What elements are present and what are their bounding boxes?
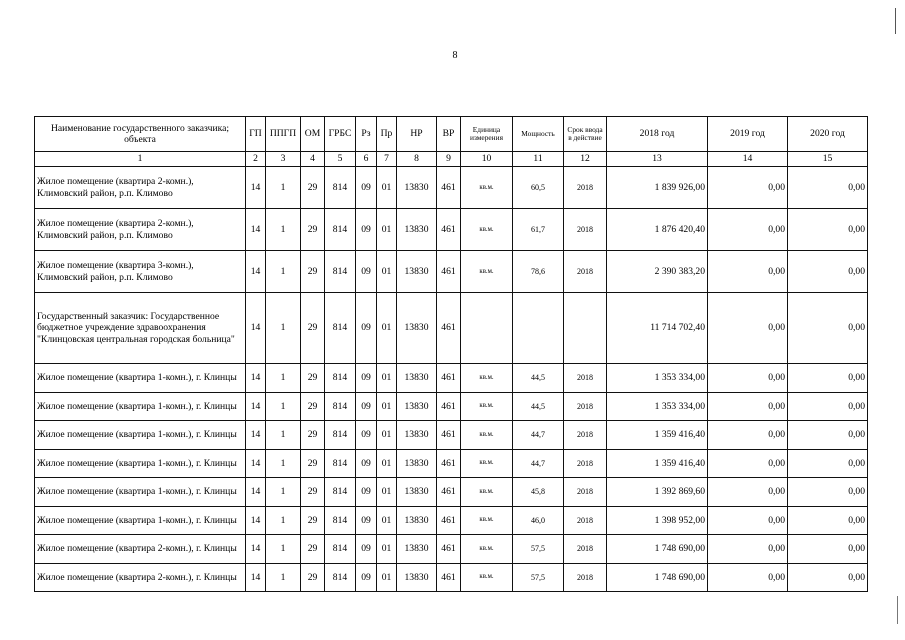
cell-vr: 461	[437, 293, 461, 364]
cell-2019: 0,00	[708, 478, 788, 507]
cell-power: 44,7	[513, 421, 564, 450]
cell-unit: кв.м.	[461, 392, 513, 421]
cell-gp: 14	[246, 563, 266, 592]
header-vr: ВР	[437, 117, 461, 152]
cell-np: 13830	[397, 364, 437, 393]
cell-om: 29	[301, 421, 325, 450]
header-om: ОМ	[301, 117, 325, 152]
cell-term: 2018	[564, 364, 607, 393]
cell-ppgp: 1	[266, 392, 301, 421]
column-number-row	[35, 152, 868, 167]
cell-power: 44,5	[513, 392, 564, 421]
object-name: Жилое помещение (квартира 2-комн.), Климовский район, р.п. Климово	[35, 209, 246, 251]
cell-2018: 1 353 334,00	[607, 392, 708, 421]
cell-ppgp: 1	[266, 535, 301, 564]
cell-2020: 0,00	[788, 392, 868, 421]
cell-term: 2018	[564, 449, 607, 478]
table-row	[35, 251, 868, 293]
cell-rz: 09	[356, 364, 377, 393]
object-name: Жилое помещение (квартира 2-комн.), г. Клинцы	[35, 535, 246, 564]
cell-grbs: 814	[325, 535, 356, 564]
table-row	[35, 421, 868, 450]
table-row	[35, 449, 868, 478]
cell-2020: 0,00	[788, 478, 868, 507]
cell-vr: 461	[437, 167, 461, 209]
cell-2019: 0,00	[708, 364, 788, 393]
object-name: Жилое помещение (квартира 1-комн.), г. Клинцы	[35, 506, 246, 535]
customer-total-2019: 0,00	[708, 293, 788, 364]
cell-2019: 0,00	[708, 392, 788, 421]
cell-pr: 01	[377, 421, 397, 450]
cell-rz: 09	[356, 209, 377, 251]
cell-grbs: 814	[325, 421, 356, 450]
cell-ppgp: 1	[266, 421, 301, 450]
cell-om: 29	[301, 364, 325, 393]
cell-power	[513, 293, 564, 364]
cell-2020: 0,00	[788, 421, 868, 450]
cell-power: 46,0	[513, 506, 564, 535]
cell-term: 2018	[564, 506, 607, 535]
cell-om: 29	[301, 478, 325, 507]
table-row	[35, 478, 868, 507]
cell-ppgp: 1	[266, 478, 301, 507]
column-number: 11	[513, 152, 564, 167]
cell-np: 13830	[397, 506, 437, 535]
table-row	[35, 209, 868, 251]
cell-rz: 09	[356, 506, 377, 535]
cell-rz: 09	[356, 535, 377, 564]
cell-unit: кв.м.	[461, 251, 513, 293]
column-number: 5	[325, 152, 356, 167]
cell-power: 61,7	[513, 209, 564, 251]
cell-2019: 0,00	[708, 167, 788, 209]
column-number: 4	[301, 152, 325, 167]
cell-gp: 14	[246, 449, 266, 478]
cell-2019: 0,00	[708, 251, 788, 293]
cell-2019: 0,00	[708, 209, 788, 251]
cell-2020: 0,00	[788, 449, 868, 478]
object-name: Жилое помещение (квартира 1-комн.), г. Клинцы	[35, 478, 246, 507]
cell-pr: 01	[377, 364, 397, 393]
cell-2019: 0,00	[708, 563, 788, 592]
cell-grbs: 814	[325, 392, 356, 421]
cell-unit: кв.м.	[461, 449, 513, 478]
cell-np: 13830	[397, 535, 437, 564]
cell-rz: 09	[356, 478, 377, 507]
cell-grbs: 814	[325, 478, 356, 507]
cell-2020: 0,00	[788, 209, 868, 251]
cell-pr: 01	[377, 535, 397, 564]
cell-2019: 0,00	[708, 535, 788, 564]
cell-om: 29	[301, 506, 325, 535]
header-rz: Рз	[356, 117, 377, 152]
cell-grbs: 814	[325, 364, 356, 393]
cell-vr: 461	[437, 506, 461, 535]
cell-term: 2018	[564, 478, 607, 507]
scan-edge-mark	[897, 596, 898, 624]
column-number: 14	[708, 152, 788, 167]
cell-vr: 461	[437, 421, 461, 450]
scan-edge-mark	[895, 8, 896, 34]
cell-power: 57,5	[513, 535, 564, 564]
header-2018: 2018 год	[607, 117, 708, 152]
cell-2020: 0,00	[788, 167, 868, 209]
table-row	[35, 563, 868, 592]
cell-ppgp: 1	[266, 251, 301, 293]
column-number: 1	[35, 152, 246, 167]
column-number: 3	[266, 152, 301, 167]
cell-term: 2018	[564, 167, 607, 209]
cell-2018: 1 392 869,60	[607, 478, 708, 507]
cell-pr: 01	[377, 506, 397, 535]
cell-om: 29	[301, 167, 325, 209]
cell-unit: кв.м.	[461, 563, 513, 592]
cell-rz: 09	[356, 392, 377, 421]
cell-power: 45,8	[513, 478, 564, 507]
cell-grbs: 814	[325, 506, 356, 535]
cell-power: 44,7	[513, 449, 564, 478]
cell-vr: 461	[437, 364, 461, 393]
cell-term: 2018	[564, 392, 607, 421]
cell-vr: 461	[437, 209, 461, 251]
object-name: Жилое помещение (квартира 1-комн.), г. Клинцы	[35, 392, 246, 421]
cell-2020: 0,00	[788, 251, 868, 293]
table-header-row	[35, 117, 868, 152]
cell-gp: 14	[246, 478, 266, 507]
cell-2020: 0,00	[788, 364, 868, 393]
cell-np: 13830	[397, 167, 437, 209]
cell-term: 2018	[564, 535, 607, 564]
column-number: 9	[437, 152, 461, 167]
header-2019: 2019 год	[708, 117, 788, 152]
cell-2018: 1 876 420,40	[607, 209, 708, 251]
cell-np: 13830	[397, 449, 437, 478]
cell-om: 29	[301, 392, 325, 421]
cell-ppgp: 1	[266, 167, 301, 209]
cell-pr: 01	[377, 167, 397, 209]
cell-om: 29	[301, 563, 325, 592]
cell-vr: 461	[437, 563, 461, 592]
cell-unit: кв.м.	[461, 167, 513, 209]
budget-table	[34, 116, 868, 592]
cell-term: 2018	[564, 563, 607, 592]
column-number: 10	[461, 152, 513, 167]
cell-gp: 14	[246, 209, 266, 251]
customer-row	[35, 293, 868, 364]
cell-unit: кв.м.	[461, 506, 513, 535]
cell-grbs: 814	[325, 167, 356, 209]
cell-2018: 2 390 383,20	[607, 251, 708, 293]
cell-unit: кв.м.	[461, 209, 513, 251]
cell-vr: 461	[437, 535, 461, 564]
column-number: 6	[356, 152, 377, 167]
cell-unit: кв.м.	[461, 421, 513, 450]
column-number: 13	[607, 152, 708, 167]
cell-ppgp: 1	[266, 563, 301, 592]
column-number: 7	[377, 152, 397, 167]
column-number: 2	[246, 152, 266, 167]
cell-ppgp: 1	[266, 449, 301, 478]
cell-term	[564, 293, 607, 364]
cell-2019: 0,00	[708, 506, 788, 535]
cell-pr: 01	[377, 563, 397, 592]
cell-ppgp: 1	[266, 364, 301, 393]
table-row	[35, 167, 868, 209]
cell-pr: 01	[377, 293, 397, 364]
cell-om: 29	[301, 535, 325, 564]
object-name: Жилое помещение (квартира 2-комн.), Климовский район, р.п. Климово	[35, 167, 246, 209]
cell-pr: 01	[377, 251, 397, 293]
column-number: 12	[564, 152, 607, 167]
cell-rz: 09	[356, 167, 377, 209]
cell-2018: 1 359 416,40	[607, 421, 708, 450]
cell-2018: 1 839 926,00	[607, 167, 708, 209]
cell-power: 44,5	[513, 364, 564, 393]
header-ppgp: ППГП	[266, 117, 301, 152]
cell-gp: 14	[246, 392, 266, 421]
cell-np: 13830	[397, 209, 437, 251]
cell-power: 57,5	[513, 563, 564, 592]
cell-power: 60,5	[513, 167, 564, 209]
table-row	[35, 535, 868, 564]
cell-pr: 01	[377, 449, 397, 478]
cell-np: 13830	[397, 293, 437, 364]
cell-pr: 01	[377, 392, 397, 421]
object-name: Жилое помещение (квартира 1-комн.), г. Клинцы	[35, 449, 246, 478]
header-gp: ГП	[246, 117, 266, 152]
object-name: Жилое помещение (квартира 1-комн.), г. Клинцы	[35, 421, 246, 450]
cell-pr: 01	[377, 478, 397, 507]
cell-om: 29	[301, 251, 325, 293]
cell-gp: 14	[246, 421, 266, 450]
cell-gp: 14	[246, 293, 266, 364]
object-name: Жилое помещение (квартира 2-комн.), г. Клинцы	[35, 563, 246, 592]
cell-2018: 1 353 334,00	[607, 364, 708, 393]
table-row	[35, 364, 868, 393]
cell-2019: 0,00	[708, 449, 788, 478]
cell-np: 13830	[397, 251, 437, 293]
header-grbs: ГРБС	[325, 117, 356, 152]
cell-pr: 01	[377, 209, 397, 251]
cell-vr: 461	[437, 251, 461, 293]
table-row	[35, 506, 868, 535]
cell-grbs: 814	[325, 251, 356, 293]
cell-2020: 0,00	[788, 563, 868, 592]
cell-ppgp: 1	[266, 293, 301, 364]
cell-term: 2018	[564, 251, 607, 293]
cell-rz: 09	[356, 251, 377, 293]
cell-unit: кв.м.	[461, 478, 513, 507]
customer-total-2018: 11 714 702,40	[607, 293, 708, 364]
cell-gp: 14	[246, 167, 266, 209]
cell-rz: 09	[356, 563, 377, 592]
table-row	[35, 392, 868, 421]
header-pr: Пр	[377, 117, 397, 152]
page-number: 8	[452, 50, 458, 61]
cell-gp: 14	[246, 535, 266, 564]
customer-name: Государственный заказчик: Государственное бюджетное учреждение здравоохранения "Клинцовская центральная городская больница"	[35, 293, 246, 364]
cell-2020: 0,00	[788, 506, 868, 535]
cell-unit: кв.м.	[461, 364, 513, 393]
cell-grbs: 814	[325, 209, 356, 251]
cell-vr: 461	[437, 478, 461, 507]
cell-om: 29	[301, 293, 325, 364]
header-power: Мощность	[513, 117, 564, 152]
cell-grbs: 814	[325, 293, 356, 364]
cell-gp: 14	[246, 506, 266, 535]
customer-total-2020: 0,00	[788, 293, 868, 364]
cell-ppgp: 1	[266, 506, 301, 535]
cell-2018: 1 359 416,40	[607, 449, 708, 478]
cell-term: 2018	[564, 421, 607, 450]
object-name: Жилое помещение (квартира 1-комн.), г. Клинцы	[35, 364, 246, 393]
cell-gp: 14	[246, 364, 266, 393]
cell-unit	[461, 293, 513, 364]
header-term: Срок ввода в действие	[564, 117, 607, 152]
cell-np: 13830	[397, 392, 437, 421]
header-np: НР	[397, 117, 437, 152]
cell-grbs: 814	[325, 563, 356, 592]
cell-2018: 1 748 690,00	[607, 563, 708, 592]
cell-np: 13830	[397, 478, 437, 507]
cell-vr: 461	[437, 392, 461, 421]
object-name: Жилое помещение (квартира 3-комн.), Климовский район, р.п. Климово	[35, 251, 246, 293]
cell-unit: кв.м.	[461, 535, 513, 564]
cell-om: 29	[301, 209, 325, 251]
cell-power: 78,6	[513, 251, 564, 293]
cell-2020: 0,00	[788, 535, 868, 564]
cell-rz: 09	[356, 421, 377, 450]
cell-ppgp: 1	[266, 209, 301, 251]
cell-om: 29	[301, 449, 325, 478]
header-2020: 2020 год	[788, 117, 868, 152]
cell-vr: 461	[437, 449, 461, 478]
header-unit: Единица измерения	[461, 117, 513, 152]
column-number: 8	[397, 152, 437, 167]
cell-np: 13830	[397, 421, 437, 450]
cell-2018: 1 748 690,00	[607, 535, 708, 564]
cell-2018: 1 398 952,00	[607, 506, 708, 535]
column-number: 15	[788, 152, 868, 167]
cell-2019: 0,00	[708, 421, 788, 450]
cell-rz: 09	[356, 449, 377, 478]
cell-rz: 09	[356, 293, 377, 364]
cell-gp: 14	[246, 251, 266, 293]
cell-np: 13830	[397, 563, 437, 592]
cell-term: 2018	[564, 209, 607, 251]
header-name: Наименование государственного заказчика; объекта	[35, 117, 246, 152]
cell-grbs: 814	[325, 449, 356, 478]
